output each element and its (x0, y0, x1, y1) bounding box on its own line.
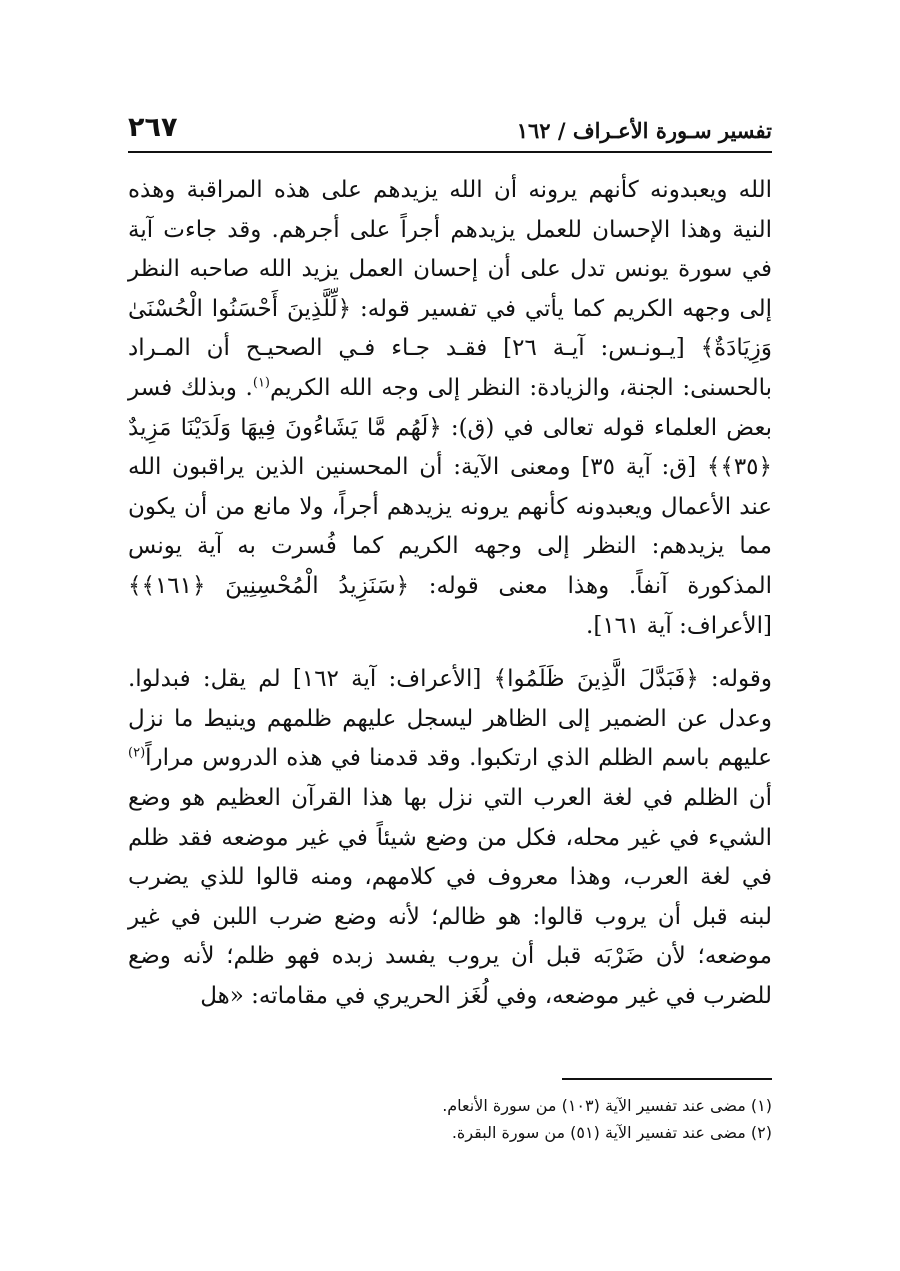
footnote-reference: (٢) (128, 745, 146, 761)
paragraph-text: الله ويعبدونه كأنهم يرونه أن الله يزيدهم على هذه المراقبة وهذه النية وهذا الإحسان للعمل يزيدهم أجراً على أجرهم. وقد جاءت آية في سورة يونس تدل على أن إحسان العمل يزيد الله صاحبه النظر إلى وجهه الكريم كما يأتي في تفسير قوله: ﴿لِّلَّذِينَ أَحْسَنُوا الْحُسْنَىٰ وَزِيَادَةٌ﴾ [يـونـس: آيـة ٢٦] فقـد جـاء فـي الصحيـح أن المـراد بالحسنى: الجنة، والزيادة: النظر إلى وجه الله الكريم (128, 177, 772, 401)
paragraph-text: . وبذلك فسر بعض العلماء قوله تعالى في (ق): ﴿لَهُم مَّا يَشَاءُونَ فِيهَا وَلَدَيْنَا مَزِيدٌ ﴿٣٥﴾﴾ [ق: آية ٣٥] ومعنى الآية: أن المحسنين الذين يراقبون الله عند الأعمال ويعبدونه كأنهم يرونه يزيدهم أجراً، ولا مانع من أن يكون مما يزيدهم: النظر إلى وجهه الكريم كما فُسرت به آية يونس المذكورة آنفاً. وهذا معنى قوله: ﴿سَنَزِيدُ الْمُحْسِنِينَ ﴿١٦١﴾﴾ [الأعراف: آية ١٦١]. (128, 374, 773, 639)
paragraph-text: وقوله: ﴿فَبَدَّلَ الَّذِينَ ظَلَمُوا﴾ [الأعراف: آية ١٦٢] لم يقل: فبدلوا. وعدل عن الضمير إلى الظاهر ليسجل عليهم ظلمهم وينيط ما نزل عليهم باسم الظلم الذي ارتكبوا. وقد قدمنا في هذه الدروس مراراً (128, 666, 772, 772)
main-text (128, 171, 772, 1016)
footnote-reference: (١) (252, 375, 270, 391)
footnote-divider (562, 1078, 772, 1080)
footnote-1: (١) مضى عند تفسير الآية (١٠٣) من سورة الأنعام. (442, 1096, 772, 1115)
paragraph-1 (128, 171, 772, 646)
footnote-2: (٢) مضى عند تفسير الآية (٥١) من سورة البقرة. (451, 1123, 772, 1142)
paragraph-text: أن الظلم في لغة العرب التي نزل بها هذا القرآن العظيم هو وضع الشيء في غير محله، فكل من وضع شيئاً في غير موضعه فقد ظلم في لغة العرب، وهذا معروف في كلامهم، ومنه قالوا للذي يضرب لبنه قبل أن يروب قالوا: هو ظالم؛ لأنه وضع ضرب اللبن في غير موضعه؛ لأن ضَرْبَه قبل أن يروب يفسد زبده فهو ظلم؛ لأنه وضع للضرب في غير موضعه، وفي لُغَز الحريري في مقاماته: «هل (128, 784, 772, 1009)
running-header (128, 112, 772, 153)
footnotes (128, 1078, 772, 1146)
page-number: ٢٦٧ (128, 112, 178, 143)
running-title: تفسير سـورة الأعـراف / ١٦٢ (516, 118, 772, 143)
paragraph-2 (128, 660, 772, 1016)
